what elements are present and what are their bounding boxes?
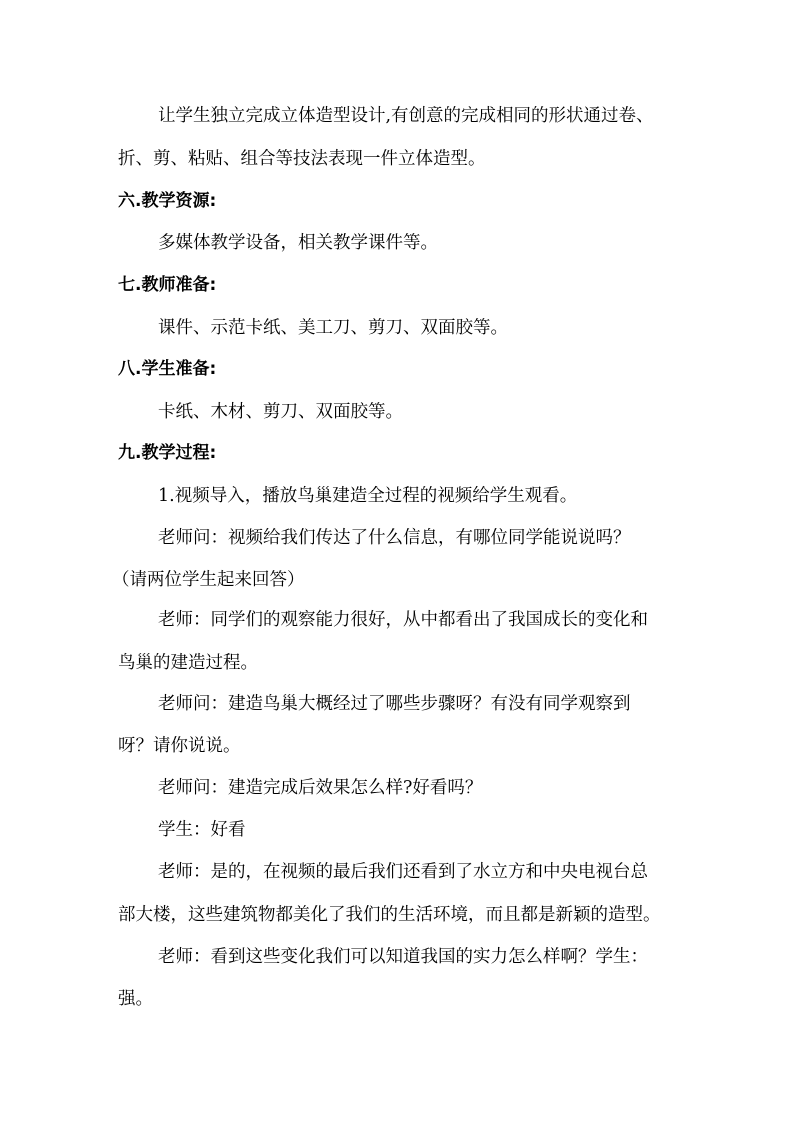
teacher-question1-line1: 老师问：视频给我们传达了什么信息，有哪位同学能说说吗？	[158, 528, 631, 548]
teacher-remark3-line2: 强。	[118, 989, 153, 1009]
section7-body: 课件、示范卡纸、美工刀、剪刀、双面胶等。	[158, 318, 508, 338]
teacher-remark1-line2: 鸟巢的建造过程。	[118, 653, 258, 673]
section6-heading: 六.教学资源:	[118, 191, 217, 211]
teacher-question2-line2: 呀？请你说说。	[118, 736, 241, 756]
section9-heading: 九.教学过程:	[118, 443, 217, 463]
section5-paragraph-line1: 让学生独立完成立体造型设计,有创意的完成相同的形状通过卷、	[158, 106, 654, 126]
section5-paragraph-line2: 折、剪、粘贴、组合等技法表现一件立体造型。	[118, 149, 486, 169]
section8-heading: 八.学生准备:	[118, 359, 217, 379]
teacher-question3: 老师问：建造完成后效果怎么样?好看吗？	[158, 778, 483, 798]
teacher-remark3-line1: 老师：看到这些变化我们可以知道我国的实力怎么样啊？学生：	[158, 947, 648, 967]
section7-heading: 七.教师准备:	[118, 275, 217, 295]
section8-body: 卡纸、木材、剪刀、双面胶等。	[158, 402, 403, 422]
student-answer1: 学生：好看	[158, 820, 246, 840]
teacher-remark2-line1: 老师：是的，在视频的最后我们还看到了水立方和中央电视台总	[158, 862, 648, 882]
teacher-remark1-line1: 老师：同学们的观察能力很好，从中都看出了我国成长的变化和	[158, 610, 648, 630]
teacher-remark2-line2: 部大楼，这些建筑物都美化了我们的生活环境，而且都是新颖的造型。	[118, 905, 661, 925]
section9-step1: 1.视频导入，播放鸟巢建造全过程的视频给学生观看。	[158, 486, 578, 506]
teacher-question2-line1: 老师问：建造鸟巢大概经过了哪些步骤呀？有没有同学观察到	[158, 694, 631, 714]
teacher-question1-line2: （请两位学生起来回答）	[112, 570, 305, 590]
section6-body: 多媒体教学设备，相关教学课件等。	[158, 233, 438, 253]
